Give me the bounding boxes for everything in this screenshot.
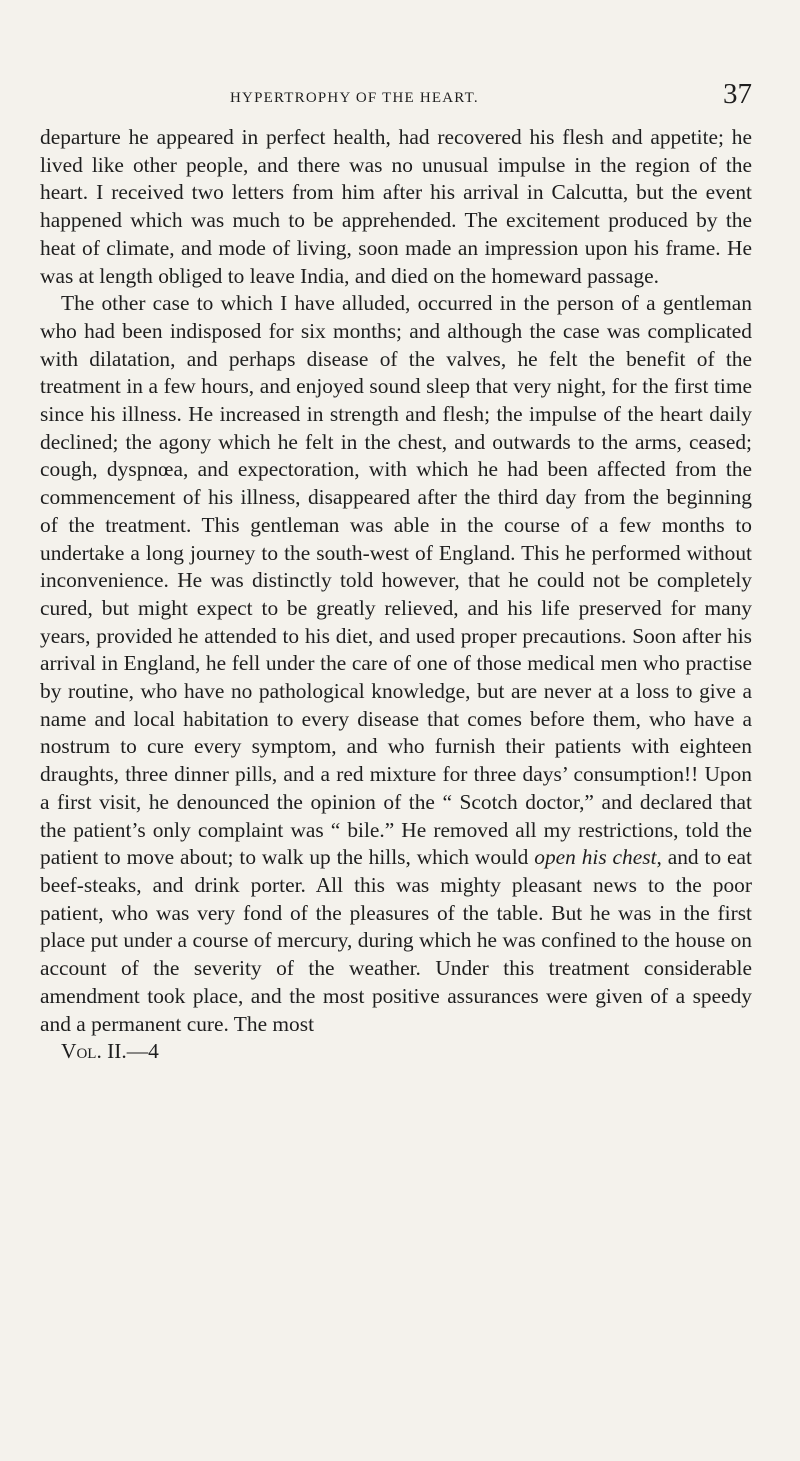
text-run: The other case to which I have alluded, occurred in the person of a gentleman who had been indisposed for six months; and although the case was complicated with dilatation, and perhaps disease of the valves, he felt the benefit of the treatment in a few hours, and enjoyed sound sleep that very night, for the first time since his illness. He increased in strength and flesh; the impulse of the heart daily declined; the agony which he felt in the chest, and outwards to the arms, ceased; cough, dyspnœa, and expectoration, with which he had been affected from the commencement of his illness, disappeared after the third day from the beginning of the treatment. This gentleman was able in the course of a few months to undertake a long journey to the south-west of England. This he performed without inconvenience. He was distinctly told however, that he could not be completely cured, but might expect to be greatly relieved, and his life preserved for many years, provided he attended to his diet, and used proper precautions. Soon after his arrival in England, he fell under the care of one of those medical men who practise by routine, who have no pathological knowledge, but are never at a loss to give a name and local habitation to every disease that comes before them, who have a nostrum to cure every symptom, and who furnish their patients with eighteen draughts, three dinner pills, and a red mixture for three days’ consumption!! Upon a first visit, he denounced the opinion of the “ Scotch doctor,” and declared that the patient’s only complaint was “ bile.” He removed all my restrictions, told the patient to move about; to walk up the hills, which would [40,291,752,870]
text-run: , and to eat beef-steaks, and drink porter. All this was mighty pleasant news to the poor patient, who was very fond of the pleasures of the table. But he was in the first place put under a course of mercury, during which he was confined to the house on account of the severity of the weather. Under this treatment considerable amendment took place, and the most positive assurances were given of a speedy and a permanent cure. The most [40,845,752,1036]
signature-mark: Vol. II.—4 [61,1039,159,1064]
running-head [40,78,752,124]
paragraph [40,124,752,290]
italic-text-run: open his chest [534,845,657,870]
page-number: 37 [723,78,752,110]
running-head-title: HYPERTROPHY OF THE HEART. [230,90,479,106]
text-run: departure he appeared in perfect health, had recovered his flesh and appetite; he lived like other people, and there was no unusual impulse in the region of the heart. I received two letters from him after his arrival in Calcutta, but the event happened which was much to be apprehended. The excitement produced by the heat of climate, and mode of living, soon made an impression upon his frame. He was at length obliged to leave India, and died on the homeward passage. [40,125,752,288]
paragraph [40,290,752,1038]
book-page [40,78,752,1066]
body-text [40,124,752,1038]
